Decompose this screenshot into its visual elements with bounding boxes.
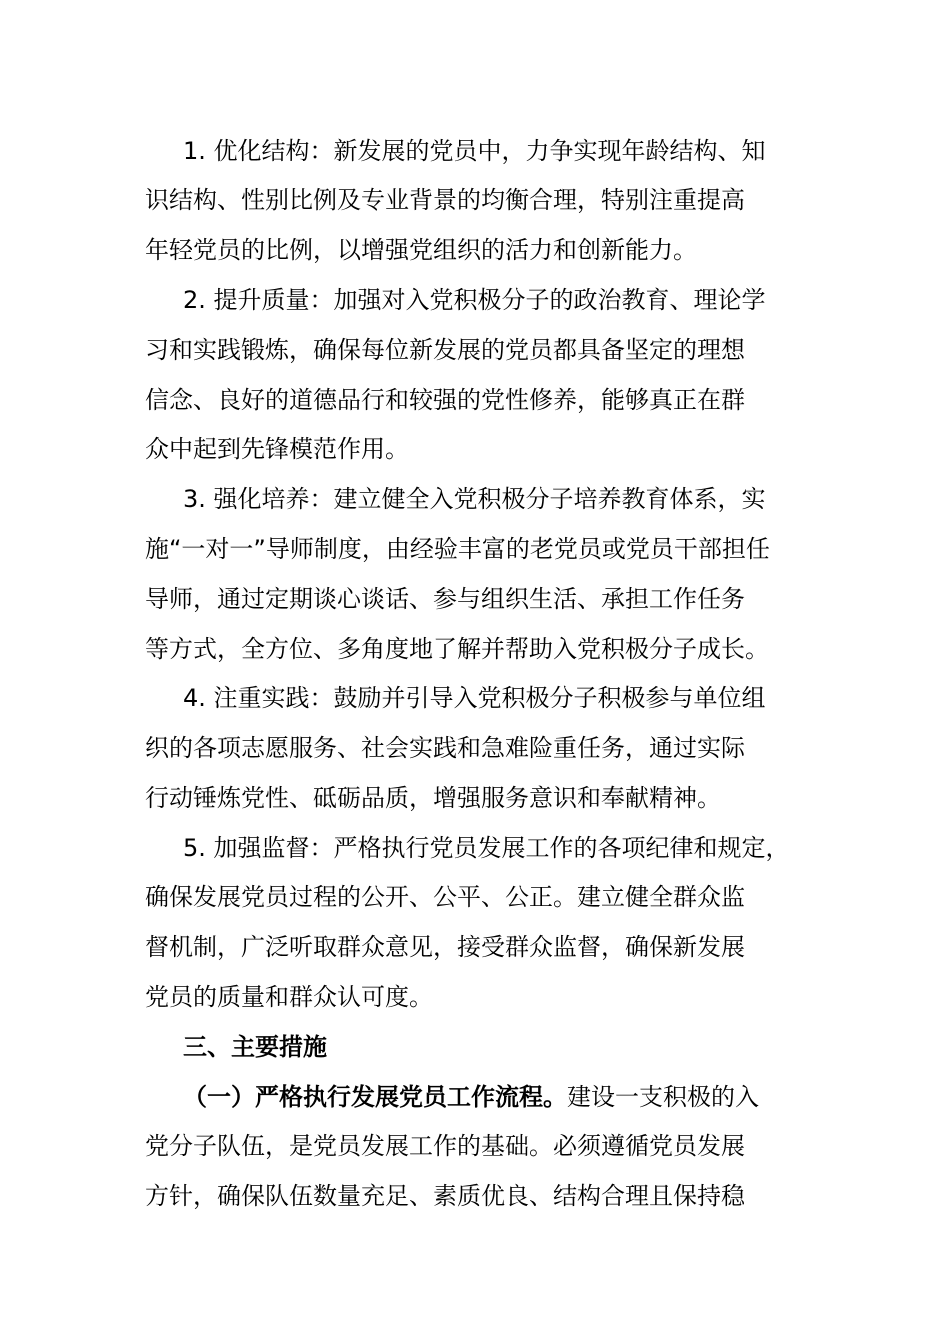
item-3-line-4: 等方式，全方位、多角度地了解并帮助入党积极分子成长。 (145, 635, 769, 663)
subsection-line-2: 党分子队伍，是党员发展工作的基础。必须遵循党员发展 (145, 1132, 745, 1160)
item-1-line-1: 1. 优化结构：新发展的党员中，力争实现年龄结构、知 (183, 137, 766, 165)
item-3-line-1: 3. 强化培养：建立健全入党积极分子培养教育体系，实 (183, 485, 766, 513)
subsection-first-line-text: 建设一支积极的入 (567, 1083, 759, 1111)
item-1-line-3: 年轻党员的比例，以增强党组织的活力和创新能力。 (145, 236, 697, 264)
item-5-line-1: 5. 加强监督：严格执行党员发展工作的各项纪律和规定， (183, 834, 790, 862)
item-5-line-3: 督机制，广泛听取群众意见，接受群众监督，确保新发展 (145, 933, 745, 961)
subsection-title: （一）严格执行发展党员工作流程。 (183, 1083, 567, 1111)
item-3-line-2: 施“一对一”导师制度，由经验丰富的老党员或党员干部担任 (145, 535, 770, 563)
item-2-line-2: 习和实践锻炼，确保每位新发展的党员都具备坚定的理想 (145, 336, 745, 364)
item-2-line-1: 2. 提升质量：加强对入党积极分子的政治教育、理论学 (183, 286, 766, 314)
item-4-line-1: 4. 注重实践：鼓励并引导入党积极分子积极参与单位组 (183, 684, 766, 712)
item-4-line-3: 行动锤炼党性、砥砺品质，增强服务意识和奉献精神。 (145, 784, 721, 812)
subsection-line-3: 方针，确保队伍数量充足、素质优良、结构合理且保持稳 (145, 1182, 745, 1210)
item-5-line-4: 党员的质量和群众认可度。 (145, 983, 433, 1011)
item-3-line-3: 导师，通过定期谈心谈话、参与组织生活、承担工作任务 (145, 585, 745, 613)
item-5-line-2: 确保发展党员过程的公开、公平、公正。建立健全群众监 (145, 883, 745, 911)
section-heading: 三、主要措施 (183, 1033, 327, 1061)
item-1-line-2: 识结构、性别比例及专业背景的均衡合理，特别注重提高 (145, 186, 745, 214)
subsection-first-line (183, 1077, 759, 1117)
item-2-line-4: 众中起到先锋模范作用。 (145, 435, 409, 463)
item-2-line-3: 信念、良好的道德品行和较强的党性修养，能够真正在群 (145, 386, 745, 414)
item-4-line-2: 织的各项志愿服务、社会实践和急难险重任务，通过实际 (145, 734, 745, 762)
